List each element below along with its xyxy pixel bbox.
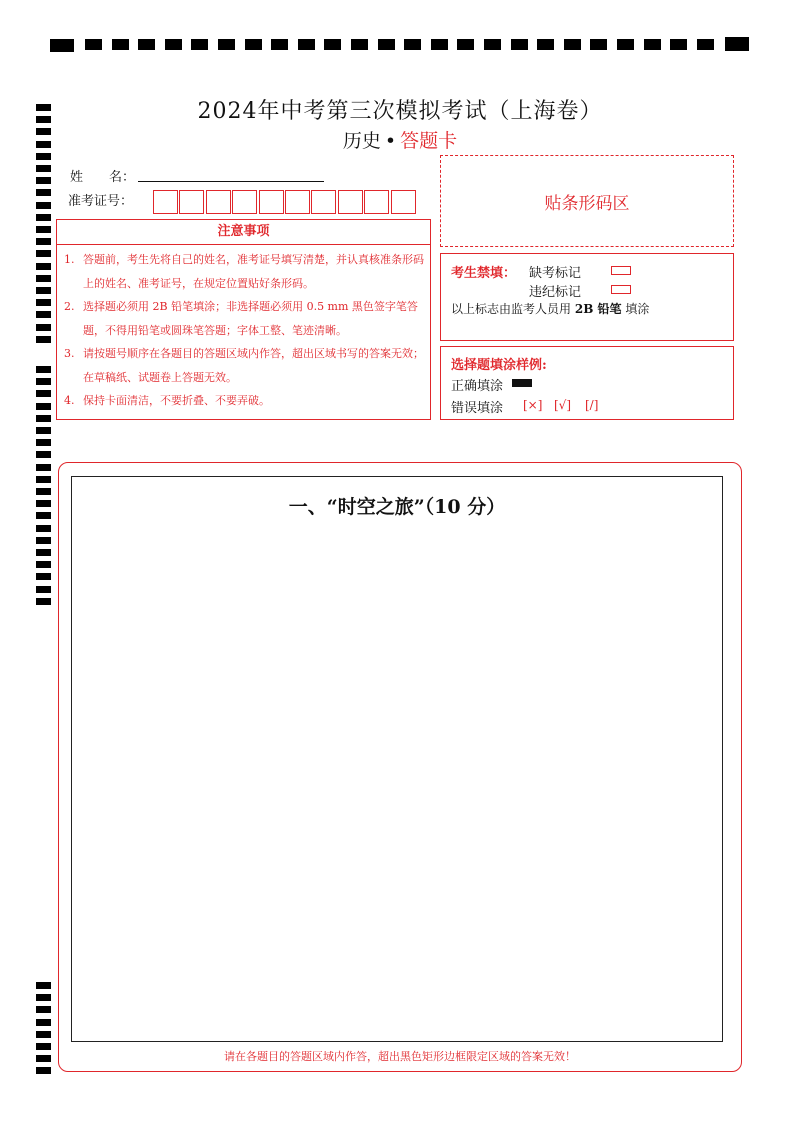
timing-mark <box>617 39 634 50</box>
card-label: 答题卡 <box>400 130 458 152</box>
timing-mark <box>36 488 51 495</box>
notice-item-text: 答题前，考生先将自己的姓名，准考证号填写清楚，并认真核准条形码上的姓名、准考证号，在规定位置贴好条形码。 <box>83 253 424 290</box>
notice-item-text: 选择题必须用 2B 铅笔填涂；非选择题必须用 0.5 mm 黑色签字笔答题，不得用铅笔或圆珠笔答题；字体工整、笔迹清晰。 <box>83 300 418 337</box>
timing-mark <box>36 512 51 519</box>
timing-mark <box>36 403 51 410</box>
timing-mark <box>36 390 51 397</box>
wrong-mark-check: [√] <box>554 398 572 412</box>
timing-mark <box>36 378 51 385</box>
exam-id-digit-box[interactable] <box>311 190 336 214</box>
correct-fill-mark <box>512 379 532 387</box>
timing-mark <box>36 427 51 434</box>
notice-item <box>57 389 430 413</box>
footer-warning: 请在各题目的答题区域内作答，超出黑色矩形边框限定区域的答案无效！ <box>224 1050 576 1063</box>
barcode-label: 贴条形码区 <box>544 193 630 214</box>
timing-mark <box>36 299 51 306</box>
timing-mark <box>218 39 235 50</box>
timing-mark <box>36 598 51 605</box>
absent-mark-box[interactable] <box>611 266 631 275</box>
notice-item <box>57 248 430 295</box>
page-subtitle <box>0 126 800 153</box>
timing-mark <box>36 586 51 593</box>
exam-id-digit-box[interactable] <box>259 190 284 214</box>
timing-mark <box>36 1031 51 1038</box>
timing-mark <box>644 39 661 50</box>
timing-mark <box>36 1006 51 1013</box>
notice-item-text: 保持卡面清洁，不要折叠、不要弄破。 <box>83 394 270 407</box>
proctor-note <box>451 300 649 317</box>
timing-mark <box>36 214 51 221</box>
exam-id-label: 准考证号： <box>68 194 134 209</box>
exam-id-digit-box[interactable] <box>364 190 389 214</box>
timing-mark <box>36 311 51 318</box>
timing-mark <box>112 39 129 50</box>
timing-mark <box>404 39 421 50</box>
timing-mark <box>590 39 607 50</box>
exam-id-boxes <box>153 190 417 214</box>
notice-item-number: 1. <box>64 253 75 266</box>
separator-dot: • <box>384 130 397 152</box>
notice-item <box>57 295 430 342</box>
timing-mark <box>85 39 102 50</box>
name-label: 姓 名： <box>70 170 136 185</box>
timing-mark <box>36 549 51 556</box>
timing-mark <box>36 464 51 471</box>
timing-mark <box>378 39 395 50</box>
correct-fill-label: 正确填涂 <box>451 379 504 394</box>
timing-mark <box>324 39 341 50</box>
timing-mark <box>431 39 448 50</box>
timing-mark <box>36 336 51 343</box>
exam-id-digit-box[interactable] <box>338 190 363 214</box>
exam-id-digit-box[interactable] <box>285 190 310 214</box>
proctor-heading: 考生禁填： <box>451 266 517 281</box>
timing-mark <box>36 238 51 245</box>
exam-id-digit-box[interactable] <box>391 190 416 214</box>
fill-sample-box <box>440 346 734 420</box>
timing-mark <box>670 39 687 50</box>
timing-mark <box>564 39 581 50</box>
timing-mark <box>36 982 51 989</box>
timing-mark <box>36 561 51 568</box>
proctor-note-bold: 2B 铅笔 <box>574 302 622 316</box>
notice-item-number: 2. <box>64 300 75 313</box>
exam-id-digit-box[interactable] <box>179 190 204 214</box>
timing-mark <box>36 1067 51 1074</box>
timing-mark <box>36 165 51 172</box>
question-title: 一、“时空之旅”（10 分） <box>288 496 506 518</box>
timing-mark <box>36 994 51 1001</box>
timing-mark <box>36 1019 51 1026</box>
timing-mark <box>245 39 262 50</box>
absent-mark-label: 缺考标记 <box>529 266 582 281</box>
wrong-fill-label: 错误填涂 <box>451 401 504 416</box>
timing-mark <box>36 226 51 233</box>
timing-mark <box>36 275 51 282</box>
timing-mark <box>191 39 208 50</box>
timing-mark <box>271 39 288 50</box>
notice-heading: 注意事项 <box>57 220 430 245</box>
timing-mark <box>165 39 182 50</box>
name-field[interactable] <box>138 181 324 182</box>
violation-mark-label: 违纪标记 <box>529 285 582 300</box>
proctor-only-box <box>440 253 734 341</box>
timing-mark <box>36 366 51 373</box>
timing-mark <box>36 537 51 544</box>
wrong-mark-slash: [/] <box>585 398 599 412</box>
barcode-area <box>440 155 734 247</box>
timing-mark <box>36 525 51 532</box>
notice-item-number: 3. <box>64 347 75 360</box>
notice-item <box>57 342 430 389</box>
wrong-mark-cross: [×] <box>523 398 543 412</box>
timing-mark <box>50 39 74 52</box>
timing-mark <box>697 39 714 50</box>
timing-mark <box>457 39 474 50</box>
sample-heading: 选择题填涂样例: <box>451 358 547 373</box>
notice-item-text: 请按题号顺序在各题目的答题区域内作答，超出区域书写的答案无效；在草稿纸、试题卷上答题无效。 <box>83 347 424 384</box>
timing-mark <box>138 39 155 50</box>
subject-label: 历史 <box>342 130 381 152</box>
timing-mark <box>36 439 51 446</box>
timing-mark <box>36 324 51 331</box>
timing-mark <box>36 177 51 184</box>
timing-mark <box>36 287 51 294</box>
timing-mark <box>36 263 51 270</box>
timing-mark <box>36 415 51 422</box>
timing-mark <box>36 500 51 507</box>
exam-id-digit-box[interactable] <box>153 190 178 214</box>
page-title: 2024年中考第三次模拟考试（上海卷） <box>197 99 603 124</box>
timing-mark <box>484 39 501 50</box>
timing-mark <box>36 1043 51 1050</box>
timing-mark <box>36 476 51 483</box>
timing-mark <box>36 202 51 209</box>
notice-item-number: 4. <box>64 394 75 407</box>
timing-mark <box>351 39 368 50</box>
timing-mark <box>725 37 749 51</box>
exam-id-digit-box[interactable] <box>232 190 257 214</box>
timing-mark <box>511 39 528 50</box>
timing-mark <box>537 39 554 50</box>
answer-area[interactable] <box>71 476 723 1042</box>
exam-id-digit-box[interactable] <box>206 190 231 214</box>
timing-mark <box>36 1055 51 1062</box>
notice-box <box>56 219 431 420</box>
proctor-note-post: 填涂 <box>625 302 650 316</box>
timing-mark <box>36 250 51 257</box>
timing-mark <box>298 39 315 50</box>
violation-mark-box[interactable] <box>611 285 631 294</box>
timing-mark <box>36 451 51 458</box>
timing-mark <box>36 189 51 196</box>
timing-mark <box>36 573 51 580</box>
timing-mark <box>36 153 51 160</box>
proctor-note-pre: 以上标志由监考人员用 <box>451 302 572 316</box>
